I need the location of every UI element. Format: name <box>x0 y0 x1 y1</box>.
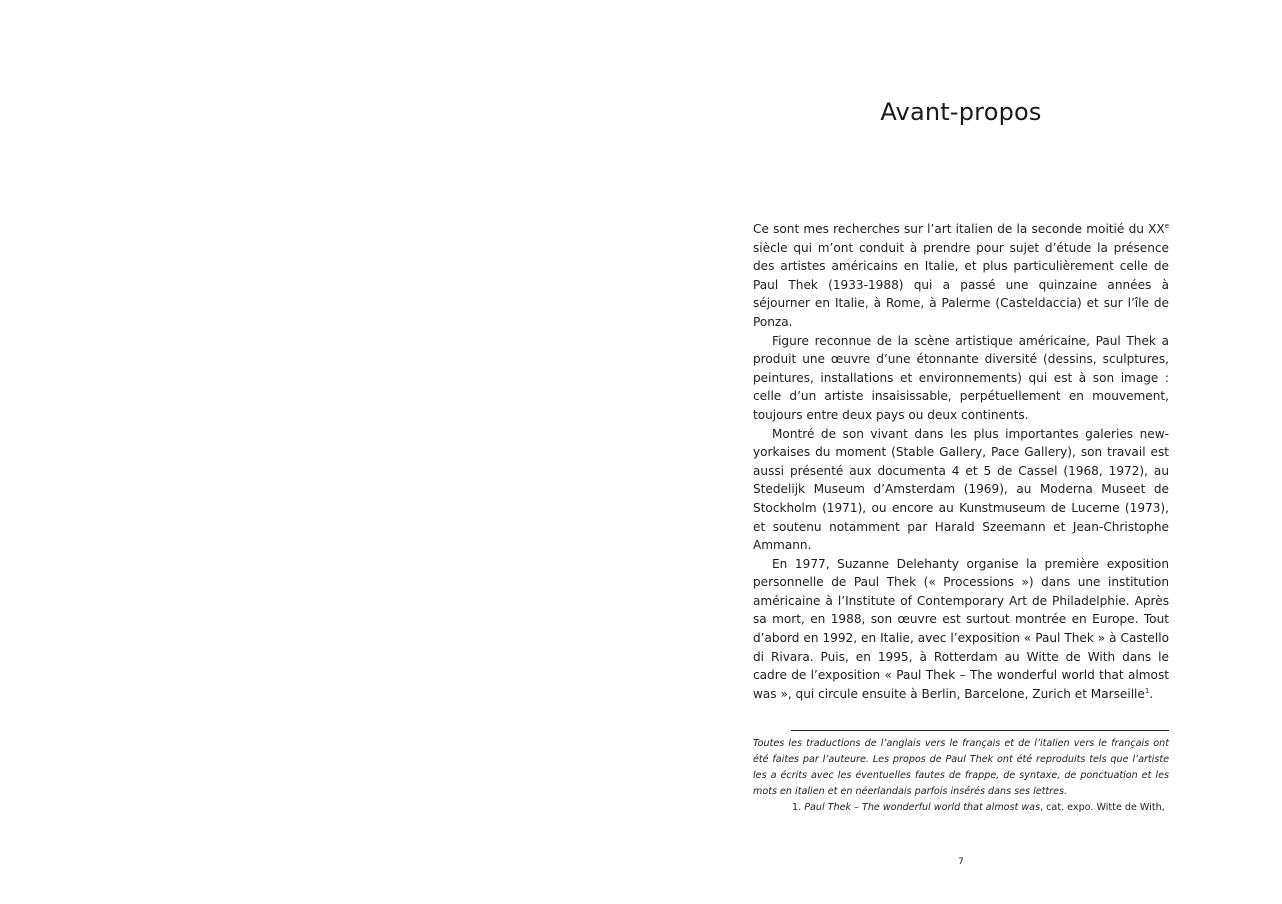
paragraph-4-text-end: . <box>1149 686 1154 701</box>
page-number: 7 <box>958 857 964 867</box>
footnote-1 <box>753 800 1169 816</box>
chapter-title: Avant-propos <box>880 98 1042 126</box>
paragraph-1-text-end: siècle qui m’ont conduit à prendre pour sujet d’étude la présence des artistes américains en Italie, et plus particulièrement celle de Paul Thek (1933-1988) qui a passé une quinzaine années à séjourner en Italie, à Rome, à Palerme (Casteldaccia) et sur l’île de Ponza. <box>753 240 1169 329</box>
paragraph-2 <box>753 332 1169 425</box>
footnote-intro: Toutes les traductions de l’anglais vers le français et de l’italien vers le français ont été faites par l’auteure. Les propos de Paul Thek ont été reproduits tels que l’artiste les a écrits avec les éventuelles fautes de frappe, de syntaxe, de ponctuation et les mots en italien et en néerlandais parfois insérés dans ses lettres. <box>753 738 1169 797</box>
paragraph-1 <box>753 220 1169 332</box>
paragraph-2-text: Figure reconnue de la scène artistique américaine, Paul Thek a produit une œuvre d’une étonnante diversité (dessins, sculptures, peintures, installations et environnements) qui est à son image : celle d’un artiste insaisissable, perpétuellement en mouvement, toujours entre deux pays ou deux continents. <box>753 333 1169 422</box>
footnote-1-number: 1. <box>792 802 802 813</box>
footnote-separator <box>791 730 1169 731</box>
footnote-1-title: Paul Thek – The wonderful world that almost was <box>804 802 1041 813</box>
body-text <box>753 220 1169 703</box>
footnote-ref-1[interactable]: 1 <box>1144 686 1150 695</box>
paragraph-3 <box>753 425 1169 555</box>
footnote-1-rest: , cat. expo. Witte de With, <box>1040 802 1165 813</box>
century-superscript: e <box>1164 221 1169 230</box>
paragraph-4-text: En 1977, Suzanne Delehanty organise la première exposition personnelle de Paul Thek (« Processions ») dans une institution américaine à l’Institute of Contemporary Art de Philadelphie. Après sa mort, en 1988, son œuvre est surtout montrée en Europe. Tout d’abord en 1992, en Italie, avec l’exposition « Paul Thek » à Castello di Rivara. Puis, en 1995, à Rotterdam au Witte de With dans le cadre de l’exposition « Paul Thek – The wonderful world that almost was », qui circule ensuite à Berlin, Barcelone, Zurich et Marseille <box>753 556 1169 701</box>
paragraph-1-text: Ce sont mes recherches sur l’art italien de la seconde moitié du XX <box>753 222 1165 236</box>
paragraph-3-text: Montré de son vivant dans les plus importantes galeries new-yorkaises du moment (Stable Gallery, Pace Gallery), son travail est aussi présenté aux documenta 4 et 5 de Cassel (1968, 1972), au Stedelijk Museum d’Amsterdam (1969), au Moderna Museet de Stockholm (1971), ou encore au Kunstmuseum de Lucerne (1973), et soutenu notamment par Harald Szeemann et Jean-Christophe Ammann. <box>753 426 1169 553</box>
paragraph-4 <box>753 555 1169 704</box>
footnotes <box>753 736 1169 816</box>
